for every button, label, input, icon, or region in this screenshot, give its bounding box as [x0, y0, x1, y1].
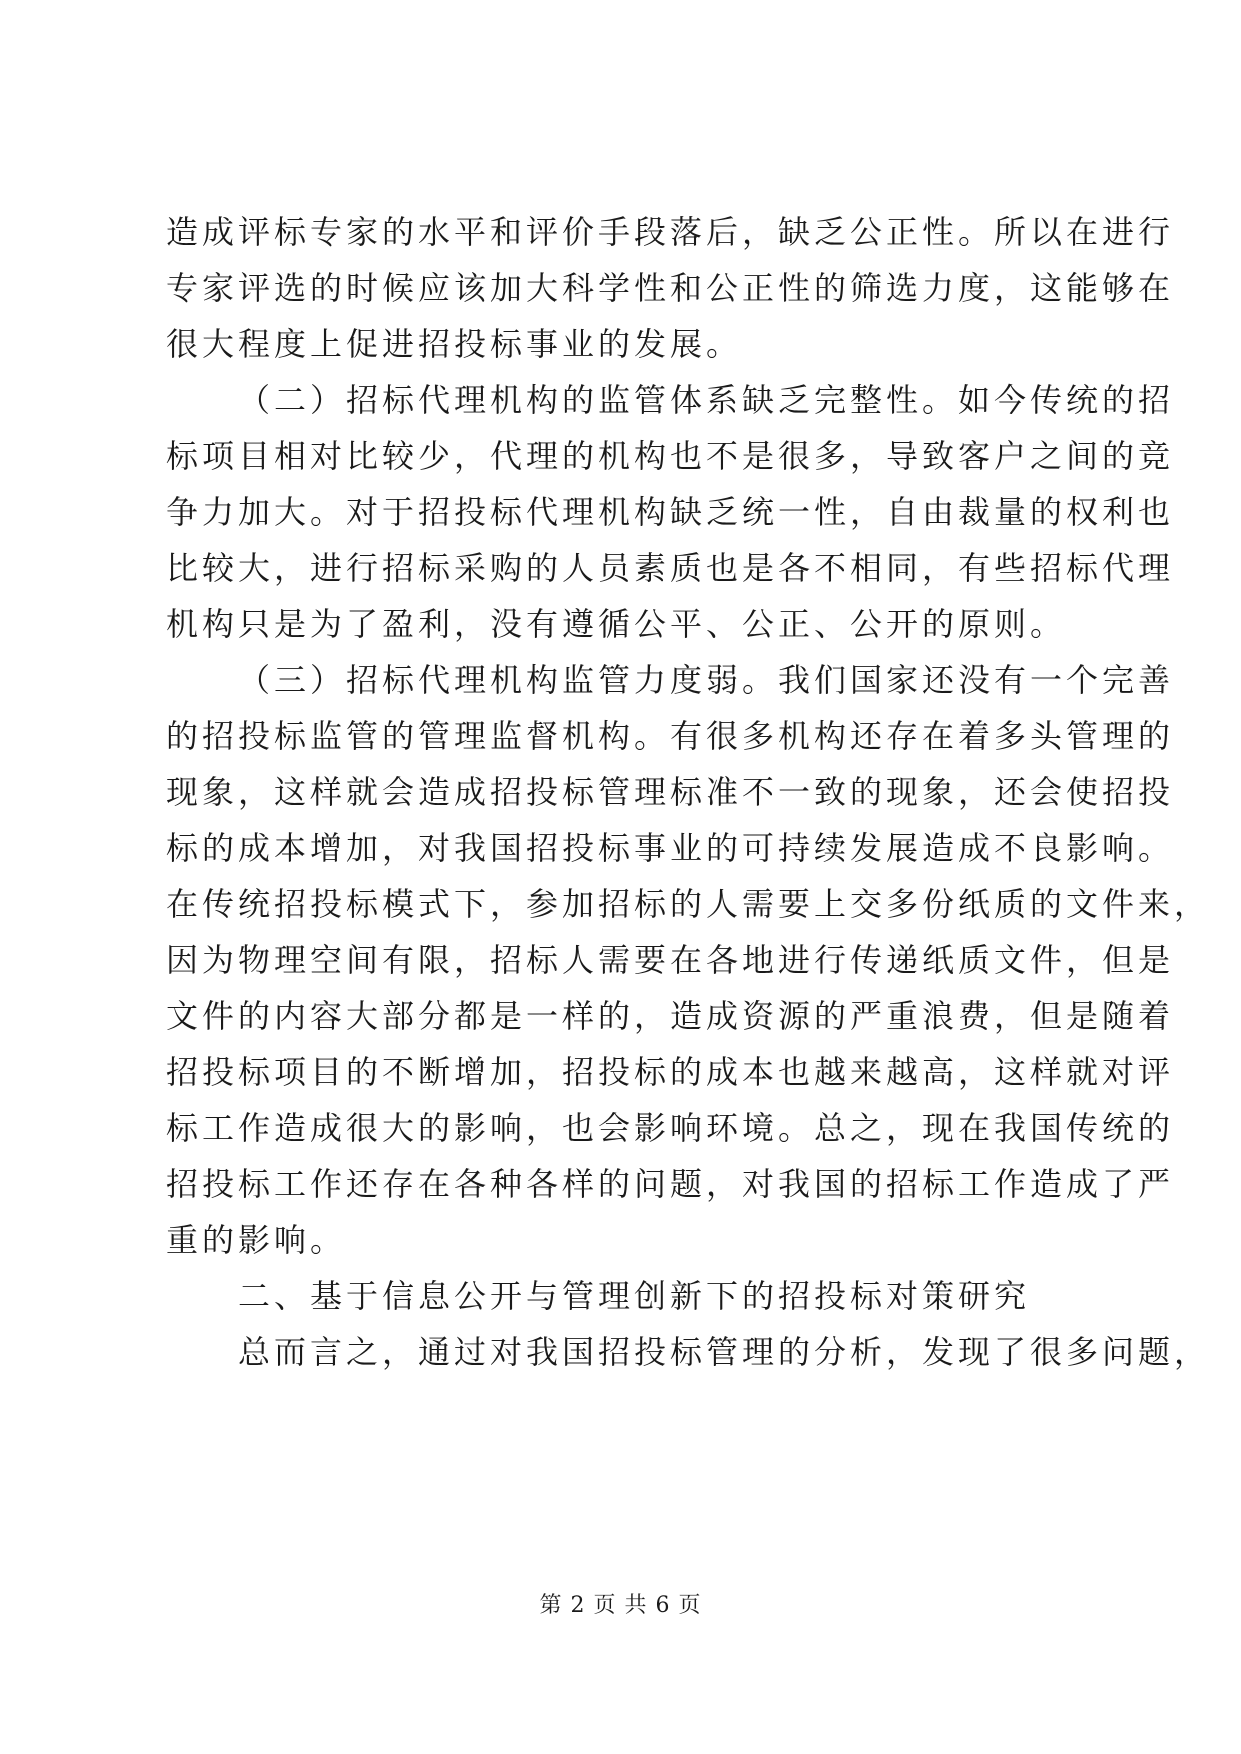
body-text-line: 机构只是为了盈利，没有遵循公平、公正、公开的原则。: [166, 605, 1067, 643]
chapter-heading: 二、基于信息公开与管理创新下的招投标对策研究: [238, 1277, 1031, 1315]
body-text-line: 专家评选的时候应该加大科学性和公正性的筛选力度，这能够在: [166, 269, 1175, 307]
body-text-line: 标的成本增加，对我国招投标事业的可持续发展造成不良影响。: [166, 829, 1175, 867]
body-text-line: 重的影响。: [166, 1221, 347, 1259]
body-text-line: 标工作造成很大的影响，也会影响环境。总之，现在我国传统的: [166, 1109, 1175, 1147]
body-text-line: 因为物理空间有限，招标人需要在各地进行传递纸质文件，但是: [166, 941, 1175, 979]
body-text-line: 的招投标监管的管理监督机构。有很多机构还存在着多头管理的: [166, 717, 1175, 755]
body-text-line: 造成评标专家的水平和评价手段落后，缺乏公正性。所以在进行: [166, 213, 1175, 251]
body-text-line: 在传统招投标模式下，参加招标的人需要上交多份纸质的文件来，: [166, 885, 1211, 923]
body-text-line: 招投标工作还存在各种各样的问题，对我国的招标工作造成了严: [166, 1165, 1175, 1203]
body-text-line: 比较大，进行招标采购的人员素质也是各不相同，有些招标代理: [166, 549, 1175, 587]
body-text-line: 标项目相对比较少，代理的机构也不是很多，导致客户之间的竞: [166, 437, 1175, 475]
body-text-line: 很大程度上促进招投标事业的发展。: [166, 325, 743, 363]
page-number-footer: 第 2 页 共 6 页: [539, 1593, 702, 1618]
section-heading-line: （二）招标代理机构的监管体系缺乏完整性。如今传统的招: [238, 381, 1175, 419]
section-heading-line: （三）招标代理机构监管力度弱。我们国家还没有一个完善: [238, 661, 1175, 699]
body-text-line: 招投标项目的不断增加，招投标的成本也越来越高，这样就对评: [166, 1053, 1175, 1091]
body-text-line: 现象，这样就会造成招投标管理标准不一致的现象，还会使招投: [166, 773, 1175, 811]
body-text-line: 文件的内容大部分都是一样的，造成资源的严重浪费，但是随着: [166, 997, 1175, 1035]
body-text-line: 总而言之，通过对我国招投标管理的分析，发现了很多问题，: [238, 1333, 1211, 1371]
body-text-line: 争力加大。对于招投标代理机构缺乏统一性，自由裁量的权利也: [166, 493, 1175, 531]
